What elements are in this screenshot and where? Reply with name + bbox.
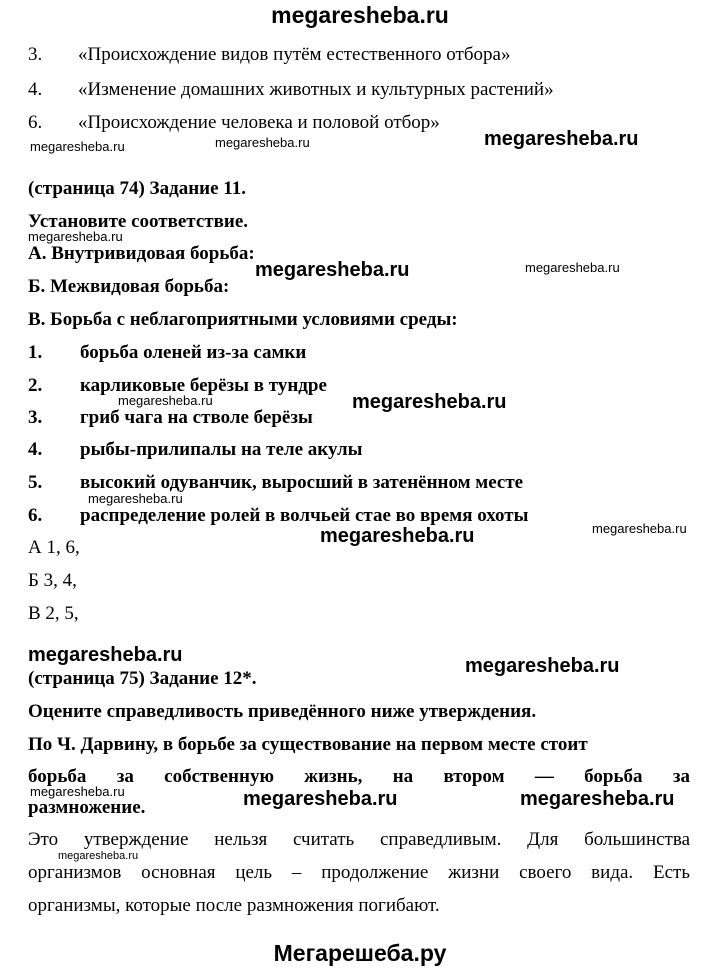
list-text: «Происхождение видов путём естественного отбора» [78,44,511,65]
option-c: В. Борьба с неблагоприятными условиями среды: [28,309,458,330]
answer-line: А 1, 6, [28,537,80,558]
watermark: megaresheba.ru [243,788,398,810]
match-text: борьба оленей из-за самки [80,342,307,363]
option-b: Б. Межвидовая борьба: [28,276,230,297]
watermark: megaresheba.ru [88,491,183,506]
statement-line: размножение. [28,797,146,818]
match-number: 3. [28,407,43,428]
match-number: 6. [28,505,43,526]
task-instruction: Установите соответствие. [28,211,249,232]
watermark: megaresheba.ru [352,391,507,413]
match-text: рыбы-прилипалы на теле акулы [80,439,363,460]
answer-line: Это утверждение нельзя считать справедливым. Для большинства [28,829,690,850]
watermark: megaresheba.ru [525,260,620,275]
watermark: megaresheba.ru [592,521,687,536]
watermark: megaresheba.ru [520,788,675,810]
match-number: 5. [28,472,43,493]
match-text: карликовые берёзы в тундре [80,375,327,396]
option-a: А. Внутривидовая борьба: [28,243,255,264]
answer-line: организмов основная цель – продолжение жизни своего вида. Есть [28,862,690,883]
watermark: megaresheba.ru [320,525,475,547]
list-text: «Происхождение человека и половой отбор» [78,112,440,133]
watermark: megaresheba.ru [215,135,310,150]
watermark: megaresheba.ru [28,229,123,244]
watermark: megaresheba.ru [28,644,183,666]
answer-line: Б 3, 4, [28,570,77,591]
task-heading: (страница 74) Задание 11. [28,178,246,199]
site-footer: Мегарешеба.ру [273,940,447,966]
site-header: megaresheba.ru [271,2,449,28]
answer-line: организмы, которые после размножения погибают. [28,895,440,916]
watermark: megaresheba.ru [58,850,139,862]
match-number: 1. [28,342,43,363]
statement-line: борьба за собственную жизнь, на втором — борьба за [28,766,690,787]
task-instruction: Оцените справедливость приведённого ниже утверждения. [28,701,537,722]
watermark: megaresheba.ru [118,393,213,408]
match-number: 2. [28,375,43,396]
match-text: гриб чага на стволе берёзы [80,407,313,428]
watermark: megaresheba.ru [255,259,410,281]
task-heading: (страница 75) Задание 12*. [28,668,257,689]
list-number: 3. [28,44,43,65]
answer-line: В 2, 5, [28,603,79,624]
list-number: 6. [28,112,43,133]
watermark: megaresheba.ru [484,128,639,150]
match-number: 4. [28,439,43,460]
list-text: «Изменение домашних животных и культурных растений» [78,79,554,100]
watermark: megaresheba.ru [30,784,125,799]
match-text: высокий одуванчик, выросший в затенённом месте [80,472,524,493]
watermark: megaresheba.ru [465,655,620,677]
statement-line: По Ч. Дарвину, в борьбе за существование на первом месте стоит [28,734,588,755]
list-number: 4. [28,79,43,100]
watermark: megaresheba.ru [30,139,125,154]
match-text: распределение ролей в волчьей стае во время охоты [80,505,529,526]
